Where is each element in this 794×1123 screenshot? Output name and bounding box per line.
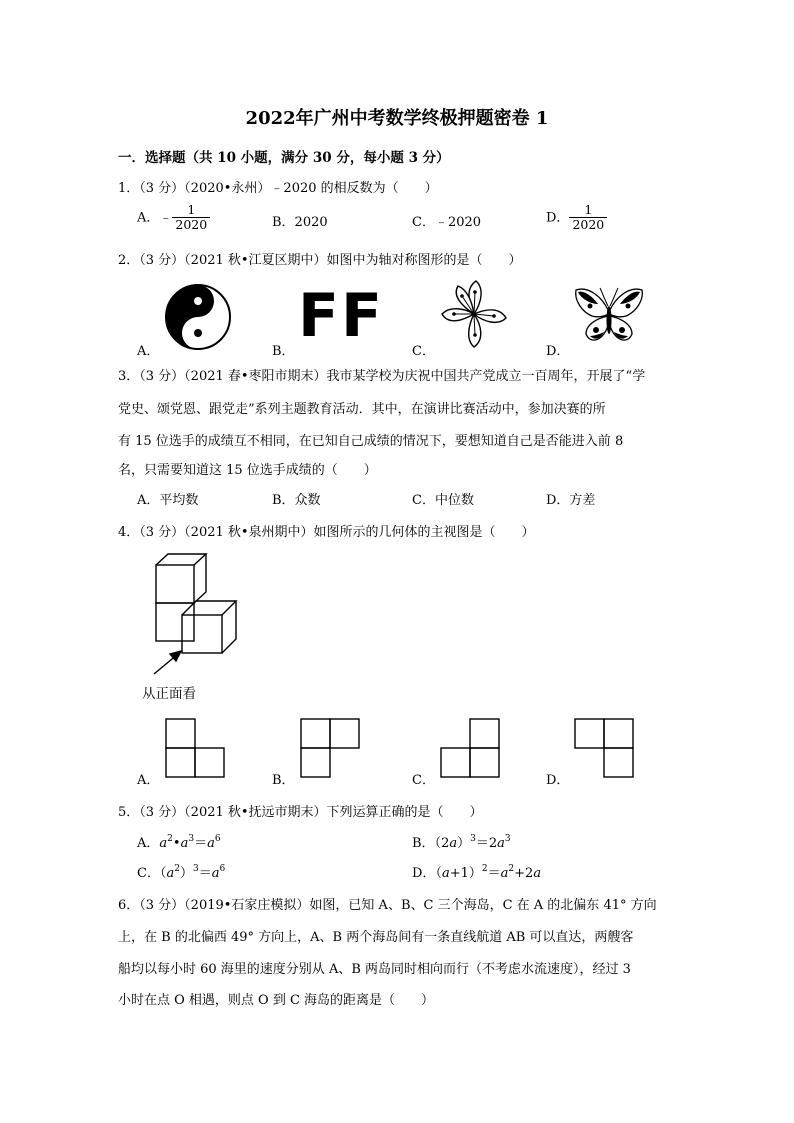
- q1-option-d: [546, 203, 607, 233]
- q6-line-4: 小时在点 O 相遇，则点 O 到 C 海岛的距离是（ ）: [118, 993, 435, 1008]
- q5-option-d-expression: $(a+1)^2=a^2+2a$: [435, 864, 542, 881]
- q3-option-c: C．中位数: [412, 493, 474, 508]
- q2-stem: 2．（3 分）（2021 秋•江夏区期中）如图中为轴对称图形的是（ ）: [118, 253, 522, 268]
- fraction-numerator: 1: [569, 203, 607, 218]
- q6-line-1: 6．（3 分）（2019•石家庄模拟）如图，已知 A、B、C 三个海岛，C 在 A 的北偏东 41° 方向: [118, 898, 657, 913]
- q5-option-c-label: C．: [137, 866, 160, 881]
- q4-stem: 4．（3 分）（2021 秋•泉州期中）如图所示的几何体的主视图是（ ）: [118, 525, 535, 540]
- bauhinia-flower-figure: [438, 278, 510, 350]
- q2-option-c-label: C．: [412, 344, 435, 359]
- q1-option-a: [137, 203, 210, 233]
- q5-option-c: [137, 862, 225, 881]
- q4-option-b-figure: [300, 718, 360, 778]
- q5-option-a-label: A．: [137, 836, 160, 851]
- yin-yang-figure: [164, 283, 232, 351]
- q5-option-d: [412, 862, 541, 881]
- view-direction-label: 从正面看: [142, 686, 196, 702]
- page-title: 2022年广州中考数学终极押题密卷 1: [245, 108, 549, 129]
- q3-option-a: A．平均数: [137, 493, 199, 508]
- cube-stack-figure: [140, 550, 260, 685]
- q5-option-a-expression: $a^2•a^3=a^6$: [159, 834, 221, 851]
- q2-option-a-label: A．: [137, 344, 160, 359]
- q5-stem: 5．（3 分）（2021 秋•抚远市期末）下列运算正确的是（ ）: [118, 805, 483, 820]
- q5-option-b: [412, 832, 511, 851]
- q5-option-b-expression: $(2a)^3=2a^3$: [434, 834, 511, 851]
- q4-option-a-label: A．: [137, 773, 160, 788]
- q2-option-b-label: B．: [272, 344, 295, 359]
- q1-option-a-label: A．: [137, 210, 160, 226]
- q1-option-a-fraction: [172, 203, 210, 233]
- q4-option-c-label: C．: [412, 773, 435, 788]
- ff-figure: FF: [298, 281, 384, 351]
- q3-line-3: 有 15 位选手的成绩互不相同，在已知自己成绩的情况下，要想知道自己是否能进入前 8: [118, 434, 624, 449]
- q4-option-c-figure: [440, 718, 500, 778]
- q3-option-d: D．方差: [546, 493, 596, 508]
- q1-option-d-label: D．: [546, 210, 570, 226]
- q3-line-2: 党史、颂党恩、跟党走”系列主题教育活动．其中，在演讲比赛活动中，参加决赛的所: [118, 402, 606, 417]
- q4-option-d-figure: [574, 718, 634, 778]
- q5-option-c-expression: $(a^2)^3=a^6$: [159, 864, 226, 881]
- q3-option-b: B．众数: [272, 493, 321, 508]
- q1-option-a-sign: ﹣: [159, 210, 173, 226]
- fraction-denominator: 2020: [572, 217, 605, 233]
- q1-stem: 1．（3 分）（2020•永州）﹣2020 的相反数为（ ）: [118, 181, 438, 196]
- q4-option-b-label: B．: [272, 773, 295, 788]
- fraction-numerator: 1: [172, 203, 210, 218]
- q1-option-b: B．2020: [272, 215, 328, 230]
- q5-option-d-label: D．: [412, 866, 436, 881]
- q5-option-b-label: B．: [412, 836, 435, 851]
- q1-option-c: C．﹣2020: [412, 215, 482, 230]
- q1-option-d-fraction: [569, 203, 607, 233]
- q5-option-a: [137, 832, 221, 851]
- butterfly-figure: [572, 284, 646, 350]
- q3-line-1: 3．（3 分）（2021 春•枣阳市期末）我市某学校为庆祝中国共产党成立一百周年，开展了“学: [118, 369, 646, 384]
- q4-option-a-figure: [165, 718, 225, 778]
- q4-option-d-label: D．: [546, 773, 570, 788]
- q3-line-4: 名，只需要知道这 15 位选手成绩的（ ）: [118, 463, 377, 478]
- q6-line-2: 上，在 B 的北偏西 49° 方向上，A、B 两个海岛间有一条直线航道 AB 可以直达，两艘客: [118, 930, 634, 945]
- fraction-denominator: 2020: [175, 217, 208, 233]
- q2-option-d-label: D．: [546, 344, 570, 359]
- q6-line-3: 船均以每小时 60 海里的速度分别从 A、B 两岛同时相向而行（不考虑水流速度），经过 3: [118, 962, 631, 977]
- section-heading: 一．选择题（共 10 小题，满分 30 分，每小题 3 分）: [118, 150, 450, 166]
